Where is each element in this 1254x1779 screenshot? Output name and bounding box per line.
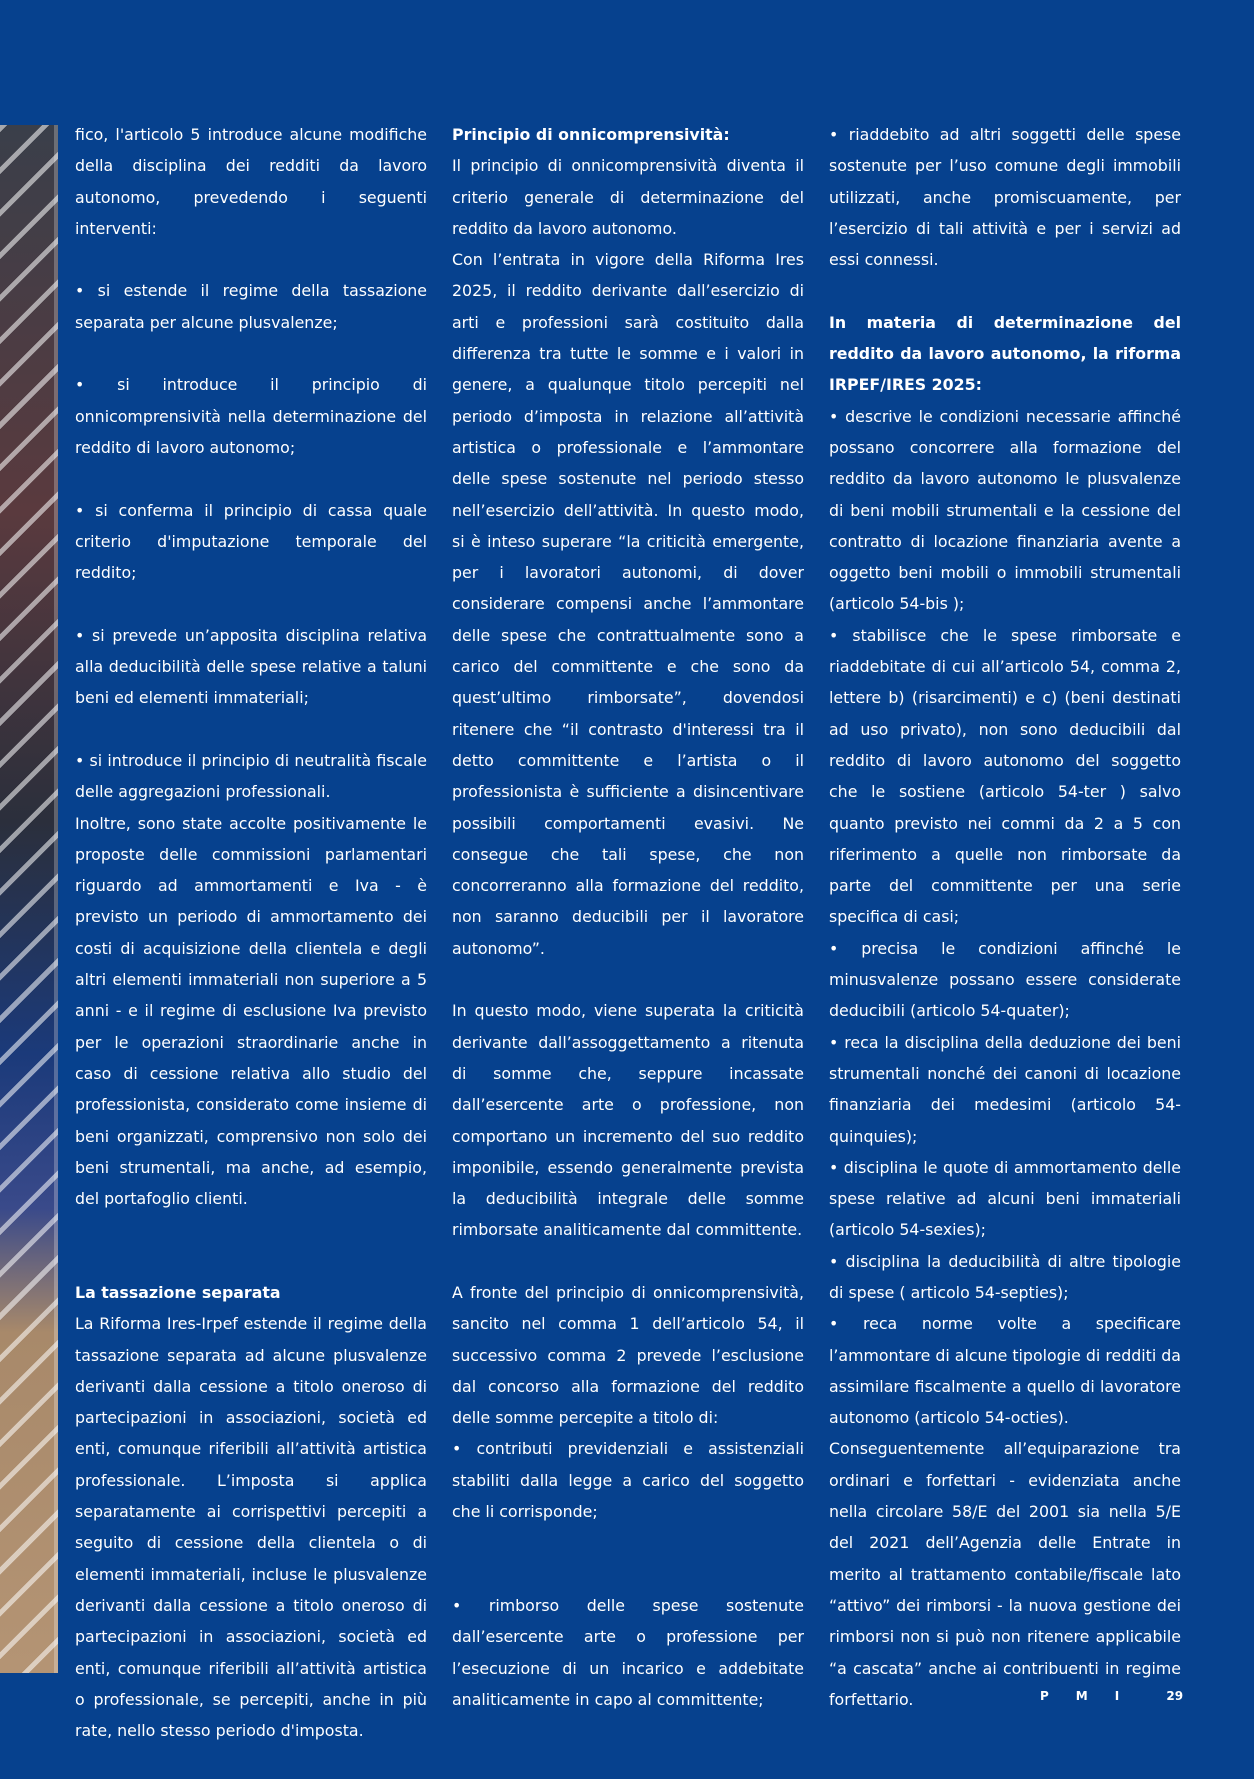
paragraph: In questo modo, viene superata la criticità derivante dall’assoggettamento a ritenuta di somme che, seppure incassate dall’esercente arte o professione, non comportano un incremento del suo reddito imponibile, essendo generalmente prevista la deducibilità integrale delle somme rimborsate analiticamente dal committente.: [452, 1001, 804, 1240]
bullet-item: • descrive le condizioni necessarie affinché possano concorrere alla formazione del reddito da lavoro autonomo le plusvalenze di beni mobili strumentali e la cessione del contratto di locazione finanziaria avente a oggetto beni mobili o immobili strumentali (articolo 54-bis );: [829, 406, 1181, 614]
magazine-brand: PMI: [1040, 1689, 1147, 1703]
paragraph: Con l’entrata in vigore della Riforma Ires 2025, il reddito derivante dall’esercizio di arti e professioni sarà costituito dalla differenza tra tutte le somme e i valori in genere, a qualunque titolo percepiti nel periodo d’imposta in relazione all’attività artistica o professionale e l’ammontare delle spese sostenute nel periodo stesso nell’esercizio dell’attività. In questo modo, si è inteso superare “la criticità emergente, per i lavoratori autonomi, di dover considerare compensi anche l’ammontare delle spese che contrattualmente sono a carico del committente e che sono da quest’ultimo rimborsate”, dovendosi ritenere che “il contrasto d'interessi tra il detto committente e l’artista o il professionista è sufficiente a disincentivare possibili comportamenti evasivi. Ne consegue che tali spese, che non concorreranno alla formazione del reddito, non saranno deducibili per il lavoratore autonomo”.: [452, 250, 804, 958]
bullet-item: • disciplina la deducibilità di altre tipologie di spese ( articolo 54-septies);: [829, 1251, 1181, 1302]
text-column-3: [829, 119, 1184, 1715]
bullet-item: • rimborso delle spese sostenute dall’esercente arte o professione per l’esecuzione di un incarico e addebitate analiticamente in capo al committente;: [452, 1595, 804, 1709]
bullet-item: • si introduce il principio di onnicomprensività nella determinazione del reddito di lavoro autonomo;: [75, 375, 427, 457]
bullet-item: • riaddebito ad altri soggetti delle spese sostenute per l’uso comune degli immobili utilizzati, anche promiscuamente, per l’esercizio di tali attività e per i servizi ad essi connessi.: [829, 125, 1181, 270]
paragraph: Inoltre, sono state accolte positivamente le proposte delle commissioni parlamentari riguardo ad ammortamenti e Iva - è previsto un periodo di ammortamento dei costi di acquisizione della clientela e degli altri elementi immateriali non superiore a 5 anni - e il regime di esclusione Iva previsto per le operazioni straordinarie anche in caso di cessione relativa allo studio del professionista, considerato come insieme di beni organizzati, comprensivo non solo dei beni strumentali, ma anche, ad esempio, del portafoglio clienti.: [75, 813, 427, 1209]
bullet-item: • si introduce il principio di neutralità fiscale delle aggregazioni professionali.: [75, 750, 427, 802]
paragraph: La Riforma Ires-Irpef estende il regime della tassazione separata ad alcune plusvalenze derivanti dalla cessione a titolo oneroso di partecipazioni in associazioni, società ed enti, comunque riferibili all’attività artistica professionale. L’imposta si applica separatamente ai corrispettivi percepiti a seguito di cessione della clientela o di elementi immateriali, incluse le plusvalenze derivanti dalla cessione a titolo oneroso di partecipazioni in associazioni, società ed enti, comunque riferibili all’attività artistica o professionale, se percepiti, anche in più rate, nello stesso periodo d'imposta.: [75, 1314, 427, 1741]
bullet-item: • reca norme volte a specificare l’ammontare di alcune tipologie di redditi da assimilare fiscalmente a quello di lavoratore autonomo (articolo 54-octies).: [829, 1314, 1181, 1428]
section-heading: Principio di onnicomprensività:: [452, 125, 730, 144]
bullet-item: • precisa le condizioni affinché le minusvalenze possano essere considerate deducibili (articolo 54-quater);: [829, 938, 1181, 1021]
bullet-item: • si estende il regime della tassazione separata per alcune plusvalenze;: [75, 281, 427, 332]
bullet-item: • si prevede un’apposita disciplina relativa alla deducibilità delle spese relative a taluni beni ed elementi immateriali;: [75, 625, 427, 708]
section-heading: La tassazione separata: [75, 1282, 281, 1302]
bullet-item: • reca la disciplina della deduzione dei beni strumentali nonché dei canoni di locazione finanziaria dei medesimi (articolo 54-quinquies);: [829, 1032, 1181, 1146]
bullet-item: • si conferma il principio di cassa quale criterio d'imputazione temporale del reddito;: [75, 500, 427, 583]
bullet-item: • contributi previdenziali e assistenziali stabiliti dalla legge a carico del soggetto che li corrisponde;: [452, 1439, 804, 1522]
paragraph: Conseguentemente all’equiparazione tra ordinari e forfettari - evidenziata anche nella circolare 58/E del 2001 sia nella 5/E del 2021 dell’Agenzia delle Entrate in merito al trattamento contabile/fiscale lato “attivo” dei rimborsi - la nuova gestione dei rimborsi non si può non ritenere applicabile “a cascata” anche ai contribuenti in regime forfettario.: [829, 1439, 1181, 1709]
page-number: 29: [1166, 1689, 1184, 1703]
cover-photo-strip: [0, 125, 58, 1673]
paragraph: Il principio di onnicomprensività diventa il criterio generale di determinazione del reddito da lavoro autonomo.: [452, 156, 804, 238]
paragraph: A fronte del principio di onnicomprensività, sancito nel comma 1 dell’articolo 54, il successivo comma 2 prevede l’esclusione dal concorso alla formazione del reddito delle somme percepite a titolo di:: [452, 1282, 804, 1428]
paragraph: fico, l'articolo 5 introduce alcune modifiche della disciplina dei redditi da lavoro autonomo, prevedendo i seguenti interventi:: [75, 125, 427, 238]
bullet-item: • disciplina le quote di ammortamento delle spese relative ad alcuni beni immateriali (articolo 54-sexies);: [829, 1157, 1181, 1240]
photo-edge: [54, 125, 58, 1673]
section-heading: In materia di determinazione del reddito da lavoro autonomo, la riforma IRPEF/IRES 2025:: [829, 312, 1181, 395]
page-footer: [1040, 1689, 1183, 1703]
text-column-1: [75, 119, 427, 1746]
bullet-item: • stabilisce che le spese rimborsate e riaddebitate di cui all’articolo 54, comma 2, lettere b) (risarcimenti) e c) (beni destinati ad uso privato), non sono deducibili dal reddito di lavoro autonomo del soggetto che le sostiene (articolo 54-ter ) salvo quanto previsto nei commi da 2 a 5 con riferimento a quelle non rimborsate da parte del committente per una serie specifica di casi;: [829, 625, 1181, 927]
text-column-2: [452, 119, 804, 1715]
